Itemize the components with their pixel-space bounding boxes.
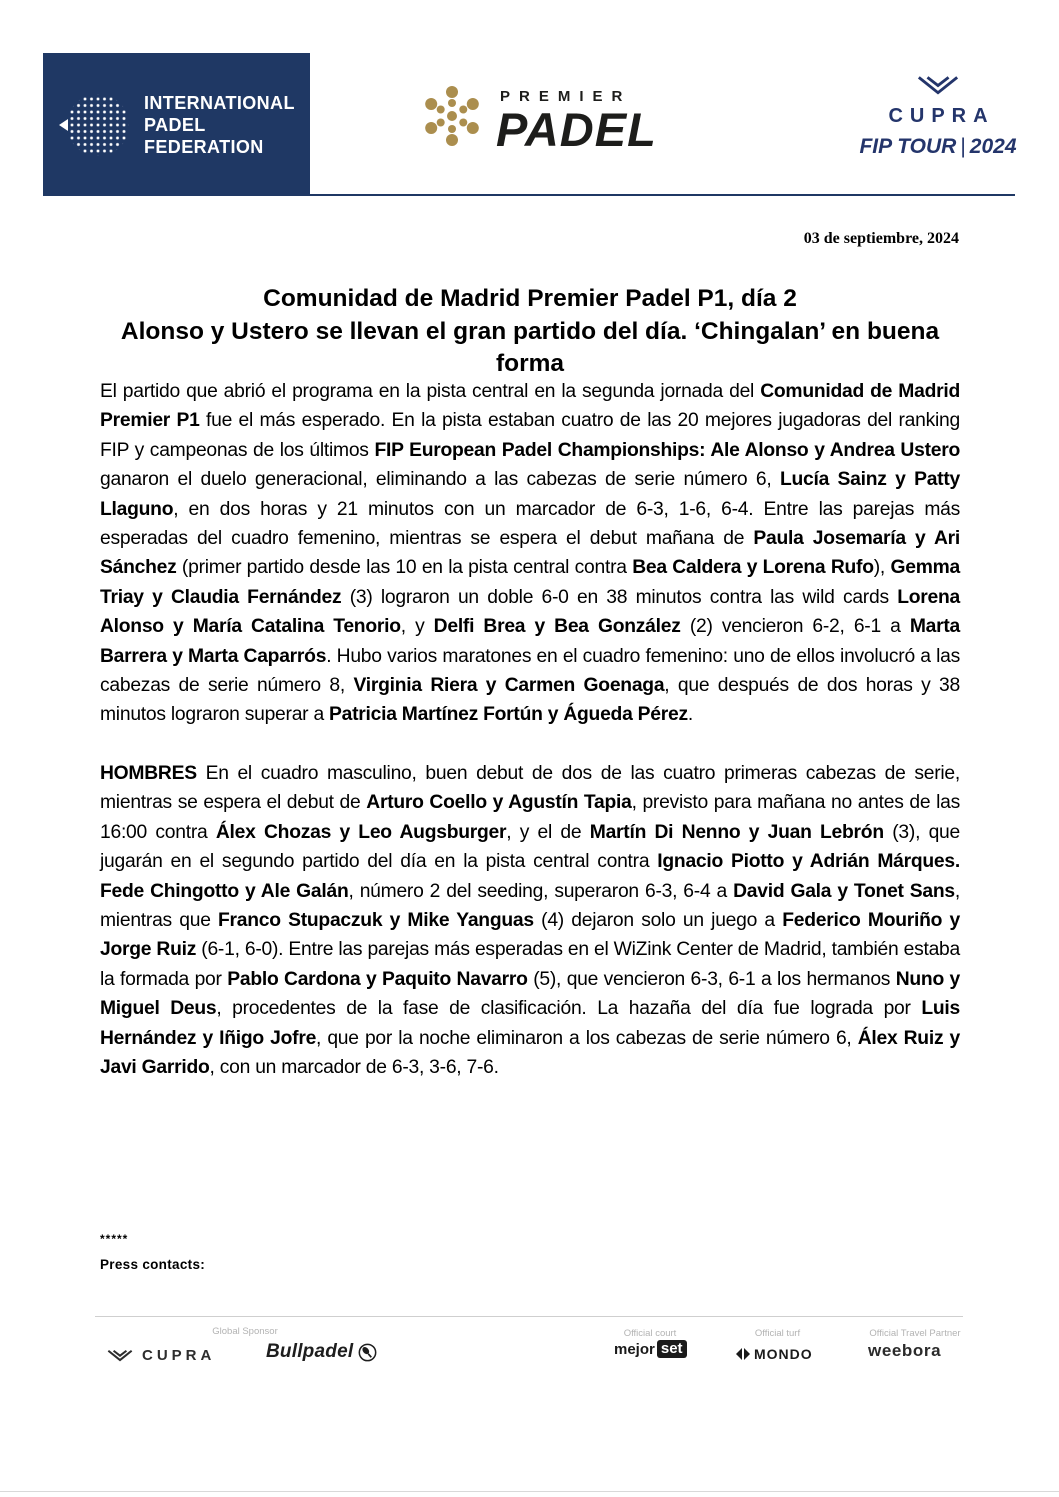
footer-cupra-wordmark: CUPRA (142, 1347, 216, 1364)
ipf-logo (43, 53, 310, 196)
fip-tour-text: FIP TOUR (859, 135, 957, 158)
ipf-globe-icon (59, 93, 129, 157)
document-date: 03 de septiembre, 2024 (803, 230, 959, 247)
body-copy (100, 377, 960, 1082)
separator-asterisks: ***** (100, 1232, 129, 1246)
global-sponsor-label: Global Sponsor (212, 1326, 278, 1337)
body-paragraph-1: El partido que abrió el programa en la pista central en la segunda jornada del Comunidad de Madrid Premier P1 fue el más esperado. En la pista estaban cuatro de las 20 mejores jugadoras del ranking FIP y campeonas de los últimos FIP European Padel Championships: Ale Alonso y Andrea Ustero ganaron el duelo generacional, eliminando a las cabezas de serie número 6, Lucía Sainz y Patty Llaguno, en dos horas y 21 minutos con un marcador de 6-3, 1-6, 6-4. Entre las parejas más esperadas del cuadro femenino, mientras se espera el debut mañana de Paula Josemaría y Ari Sánchez (primer partido desde las 10 en la pista central contra Bea Caldera y Lorena Rufo), Gemma Triay y Claudia Fernández (3) lograron un doble 6-0 en 38 minutos contra las wild cards Lorena Alonso y María Catalina Tenorio, y Delfi Brea y Bea González (2) vencieron 6-2, 6-1 a Marta Barrera y Marta Caparrós. Hubo varios maratones en el cuadro femenino: uno de ellos involucró a las cabezas de serie número 8, Virginia Riera y Carmen Goenaga, que después de dos horas y 38 minutos lograron superar a Patricia Martínez Fortún y Águeda Pérez. (100, 381, 961, 726)
title-line-1: Comunidad de Madrid Premier Padel P1, día 2 (263, 285, 797, 312)
ipf-wordmark (144, 92, 295, 158)
cupra-emblem-icon (915, 74, 961, 98)
ipf-wordmark-line1: INTERNATIONAL (144, 92, 295, 113)
footer-mejorset-logo (614, 1340, 687, 1358)
press-contacts-label: Press contacts: (100, 1257, 206, 1272)
footer-divider-bottom (0, 1491, 1059, 1492)
official-travel-partner-label: Official Travel Partner (869, 1328, 961, 1339)
mondo-mark-icon (736, 1348, 750, 1360)
premier-word-bottom: PADEL (496, 103, 657, 156)
premier-padel-logo (422, 84, 657, 155)
cupra-fip-tour-logo (856, 74, 1020, 159)
footer-bullpadel-logo (266, 1341, 377, 1363)
fip-tour-separator: | (960, 135, 966, 158)
footer-cupra-logo (106, 1347, 215, 1364)
ipf-wordmark-line3: FEDERATION (144, 136, 264, 157)
mondo-wordmark: MONDO (754, 1346, 813, 1362)
mejorset-wordmark-set: set (657, 1340, 687, 1358)
ipf-wordmark-line2: PADEL (144, 114, 206, 135)
bullpadel-wordmark: Bullpadel (266, 1341, 354, 1362)
premier-wordmark (496, 84, 657, 155)
footer-mondo-logo (736, 1346, 813, 1362)
fip-tour-wordmark (856, 135, 1020, 159)
header-divider (43, 194, 1015, 196)
premier-flower-icon (422, 86, 482, 146)
premier-word-top: PREMIER (500, 88, 632, 105)
cupra-wordmark: CUPRA (888, 105, 995, 127)
footer-divider-top (95, 1316, 963, 1317)
mejorset-wordmark-mejor: mejor (614, 1340, 655, 1358)
official-turf-label: Official turf (754, 1328, 801, 1339)
footer-weebora-logo: weebora (868, 1341, 942, 1360)
page-title (100, 283, 960, 381)
ipf-dotted-sphere-icon (67, 94, 129, 156)
cupra-emblem-icon (106, 1349, 134, 1363)
body-paragraph-2: HOMBRES En el cuadro masculino, buen debut de dos de las cuatro primeras cabezas de serie, mientras se espera el debut de Arturo Coello y Agustín Tapia, previsto para mañana no antes de las 16:00 contra Álex Chozas y Leo Augsburger, y el de Martín Di Nenno y Juan Lebrón (3), que jugarán en el segundo partido del día en la pista central contra Ignacio Piotto y Adrián Márques. Fede Chingotto y Ale Galán, número 2 del seeding, superaron 6-3, 6-4 a David Gala y Tonet Sans, mientras que Franco Stupaczuk y Mike Yanguas (4) dejaron solo un juego a Federico Mouriño y Jorge Ruiz (6-1, 6-0). Entre las parejas más esperadas en el WiZink Center de Madrid, también estaba la formada por Pablo Cardona y Paquito Navarro (5), que vencieron 6-3, 6-1 a los hermanos Nuno y Miguel Deus, procedentes de la fase de clasificación. La hazaña del día fue lograda por Luis Hernández y Iñigo Jofre, que por la noche eliminaron a los cabezas de serie número 6, Álex Ruiz y Javi Garrido, con un marcador de 6-3, 3-6, 7-6. (100, 762, 961, 1078)
bullpadel-racket-icon (358, 1343, 377, 1362)
official-court-label: Official court (623, 1328, 677, 1339)
title-line-2: Alonso y Ustero se llevan el gran partido del día. ‘Chingalan’ en buena forma (120, 317, 940, 377)
fip-tour-year: 2024 (969, 135, 1017, 158)
